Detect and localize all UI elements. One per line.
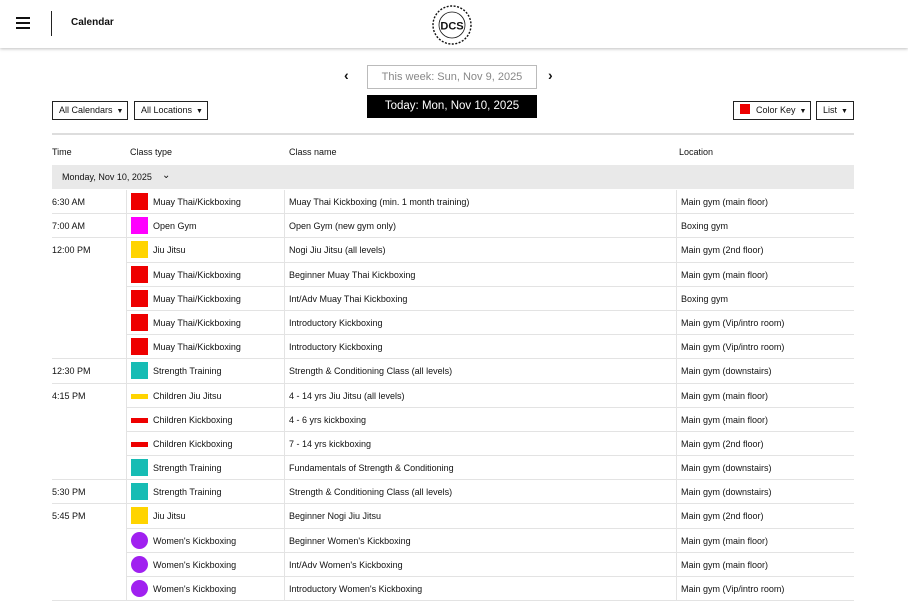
- day-label: Monday, Nov 10, 2025: [62, 172, 152, 182]
- class-type-color-icon: [131, 442, 148, 447]
- location-label: Main gym (downstairs): [681, 366, 772, 377]
- table-row[interactable]: [52, 456, 854, 480]
- location-label: Main gym (main floor): [681, 269, 769, 280]
- table-row[interactable]: [52, 311, 854, 335]
- location-cell: [677, 553, 854, 577]
- location-label: Boxing gym: [681, 293, 729, 304]
- calendars-dropdown[interactable]: [52, 101, 128, 120]
- location-label: Main gym (2nd floor): [681, 438, 764, 449]
- time-cell: [52, 408, 126, 432]
- day-group-header[interactable]: [52, 165, 854, 189]
- column-header-time: Time: [52, 147, 72, 157]
- class-type-color-icon: [131, 338, 148, 355]
- class-type-label: Strength Training: [153, 463, 222, 474]
- class-name-label: 4 - 14 yrs Jiu Jitsu (all levels): [289, 390, 405, 401]
- class-name-cell[interactable]: [285, 287, 677, 311]
- dcs-logo[interactable]: [431, 4, 473, 46]
- calendars-dropdown-label: All Calendars: [59, 105, 113, 115]
- location-cell: [677, 504, 854, 528]
- today-button[interactable]: Today: Mon, Nov 10, 2025: [367, 95, 537, 118]
- class-type-cell: [126, 553, 285, 577]
- table-row[interactable]: [52, 287, 854, 311]
- class-name-label: Strength & Conditioning Class (all levels): [289, 366, 453, 377]
- location-cell: [677, 408, 854, 432]
- class-type-label: Muay Thai/Kickboxing: [153, 197, 241, 207]
- chevron-down-icon[interactable]: ⌄: [162, 170, 171, 181]
- location-cell: [677, 287, 854, 311]
- table-row[interactable]: [52, 384, 854, 408]
- class-type-cell: [126, 504, 285, 528]
- color-swatch-icon: [740, 104, 750, 114]
- table-row[interactable]: [52, 335, 854, 359]
- class-type-color-icon: [131, 241, 148, 258]
- column-header-location: Location: [679, 147, 714, 157]
- class-name-cell[interactable]: [285, 263, 677, 287]
- chevron-left-icon: ‹: [344, 67, 349, 83]
- time-cell: [52, 577, 126, 601]
- locations-dropdown[interactable]: [134, 101, 208, 120]
- time-cell: [52, 456, 126, 480]
- class-type-label: Strength Training: [153, 487, 222, 498]
- class-name-cell[interactable]: [285, 577, 677, 601]
- location-cell: [677, 263, 854, 287]
- class-type-cell: [126, 529, 285, 553]
- location-label: Main gym (downstairs): [681, 487, 772, 498]
- class-name-label: 7 - 14 yrs kickboxing: [289, 438, 372, 449]
- class-name-label: Int/Adv Muay Thai Kickboxing: [289, 293, 408, 304]
- table-row[interactable]: [52, 359, 854, 383]
- time-label: 12:30 PM: [52, 366, 91, 377]
- class-type-cell: [126, 238, 285, 262]
- location-label: Main gym (main floor): [681, 414, 769, 425]
- time-label: 5:30 PM: [52, 487, 86, 498]
- class-name-cell[interactable]: [285, 384, 677, 408]
- class-type-label: Strength Training: [153, 366, 222, 377]
- class-type-label: Women's Kickboxing: [153, 535, 237, 546]
- class-name-label: 4 - 6 yrs kickboxing: [289, 414, 367, 425]
- class-name-cell[interactable]: [285, 553, 677, 577]
- class-name-cell[interactable]: [285, 214, 677, 238]
- class-type-label: Children Kickboxing: [153, 438, 233, 449]
- menu-icon[interactable]: [16, 17, 30, 29]
- time-cell: [52, 335, 126, 359]
- class-type-label: Open Gym: [153, 221, 197, 232]
- column-header-class-type: Class type: [130, 147, 173, 157]
- class-type-color-icon: [131, 314, 148, 331]
- class-name-cell[interactable]: [285, 456, 677, 480]
- location-cell: [677, 529, 854, 553]
- class-name-label: Open Gym (new gym only): [289, 221, 397, 232]
- class-name-label: Strength & Conditioning Class (all levels): [289, 487, 453, 498]
- time-cell: [52, 311, 126, 335]
- caret-down-icon: ▼: [196, 108, 203, 115]
- location-label: Main gym (2nd floor): [681, 245, 764, 256]
- class-name-cell[interactable]: [285, 408, 677, 432]
- table-row[interactable]: [52, 553, 854, 577]
- class-type-color-icon: [131, 580, 148, 597]
- caret-down-icon: ▼: [841, 108, 848, 115]
- class-name-label: Beginner Nogi Jiu Jitsu: [289, 511, 382, 522]
- view-dropdown[interactable]: [816, 101, 854, 120]
- location-label: Main gym (2nd floor): [681, 511, 764, 522]
- class-type-cell: [126, 456, 285, 480]
- class-name-label: Int/Adv Women's Kickboxing: [289, 559, 403, 570]
- class-type-cell: [126, 408, 285, 432]
- class-type-cell: [126, 577, 285, 601]
- time-label: 4:15 PM: [52, 390, 86, 401]
- class-name-cell[interactable]: [285, 504, 677, 528]
- class-type-label: Muay Thai/Kickboxing: [153, 269, 241, 280]
- locations-dropdown-label: All Locations: [141, 105, 193, 115]
- caret-down-icon: ▼: [799, 108, 807, 115]
- table-row[interactable]: [52, 408, 854, 432]
- class-type-color-icon: [131, 290, 148, 307]
- location-cell: [677, 190, 854, 214]
- table-row[interactable]: [52, 238, 854, 262]
- time-cell: [52, 432, 126, 456]
- location-cell: [677, 238, 854, 262]
- class-type-cell: [126, 359, 285, 383]
- class-name-label: Nogi Jiu Jitsu (all levels): [289, 245, 386, 256]
- class-type-label: Jiu Jitsu: [153, 245, 186, 256]
- class-name-cell[interactable]: [285, 480, 677, 504]
- table-row[interactable]: [52, 432, 854, 456]
- class-type-label: Children Kickboxing: [153, 414, 233, 425]
- class-name-cell[interactable]: [285, 190, 677, 214]
- class-type-label: Jiu Jitsu: [153, 511, 186, 522]
- class-name-label: Beginner Muay Thai Kickboxing: [289, 269, 416, 280]
- location-cell: [677, 335, 854, 359]
- color-key-dropdown[interactable]: [733, 101, 811, 120]
- time-label: 12:00 PM: [52, 245, 91, 256]
- table-header: [52, 147, 854, 159]
- class-name-cell[interactable]: [285, 432, 677, 456]
- table-row[interactable]: [52, 577, 854, 601]
- location-label: Main gym (Vip/intro room): [681, 584, 785, 594]
- header-divider: [51, 11, 52, 36]
- class-type-color-icon: [131, 394, 148, 399]
- view-dropdown-label: List: [823, 105, 838, 115]
- column-header-class-name: Class name: [289, 147, 337, 157]
- time-cell: [52, 287, 126, 311]
- time-label: 7:00 AM: [52, 221, 86, 232]
- class-name-label: Beginner Women's Kickboxing: [289, 535, 411, 546]
- class-type-cell: [126, 263, 285, 287]
- table-row[interactable]: [52, 190, 854, 214]
- class-type-label: Women's Kickboxing: [153, 559, 237, 570]
- week-label[interactable]: This week: Sun, Nov 9, 2025: [367, 65, 537, 89]
- class-type-color-icon: [131, 266, 148, 283]
- class-type-color-icon: [131, 459, 148, 476]
- class-name-label: Introductory Women's Kickboxing: [289, 584, 423, 594]
- class-name-cell[interactable]: [285, 335, 677, 359]
- location-label: Main gym (Vip/intro room): [681, 317, 785, 328]
- location-cell: [677, 311, 854, 335]
- time-label: 5:45 PM: [52, 511, 86, 522]
- caret-down-icon: ▼: [116, 108, 124, 115]
- color-key-label: Color Key: [756, 105, 796, 115]
- class-type-color-icon: [131, 418, 148, 423]
- location-cell: [677, 432, 854, 456]
- previous-week-button[interactable]: [344, 67, 349, 83]
- class-type-cell: [126, 432, 285, 456]
- next-week-button[interactable]: [548, 67, 553, 83]
- location-label: Main gym (main floor): [681, 535, 769, 546]
- logo-text: DCS: [440, 20, 464, 33]
- location-cell: [677, 577, 854, 601]
- location-label: Main gym (main floor): [681, 197, 769, 207]
- time-label: 6:30 AM: [52, 197, 86, 207]
- class-type-cell: [126, 335, 285, 359]
- class-type-color-icon: [131, 217, 148, 234]
- location-cell: [677, 456, 854, 480]
- time-cell: [52, 553, 126, 577]
- class-name-cell[interactable]: [285, 238, 677, 262]
- class-name-label: Muay Thai Kickboxing (min. 1 month training): [289, 197, 470, 207]
- class-type-label: Children Jiu Jitsu: [153, 390, 222, 401]
- class-type-cell: [126, 480, 285, 504]
- class-type-label: Muay Thai/Kickboxing: [153, 293, 241, 304]
- class-type-color-icon: [131, 532, 148, 549]
- class-type-color-icon: [131, 556, 148, 573]
- class-name-label: Introductory Kickboxing: [289, 342, 383, 353]
- location-cell: [677, 214, 854, 238]
- table-row[interactable]: [52, 504, 854, 528]
- chevron-right-icon: ›: [548, 67, 553, 83]
- location-cell: [677, 480, 854, 504]
- class-type-label: Women's Kickboxing: [153, 584, 237, 594]
- class-type-cell: [126, 287, 285, 311]
- table-row[interactable]: [52, 480, 854, 504]
- schedule-list: [52, 190, 854, 601]
- location-label: Main gym (main floor): [681, 390, 769, 401]
- class-name-cell[interactable]: [285, 529, 677, 553]
- table-row[interactable]: [52, 529, 854, 553]
- location-cell: [677, 384, 854, 408]
- class-name-cell[interactable]: [285, 311, 677, 335]
- time-cell: [52, 529, 126, 553]
- class-name-label: Fundamentals of Strength & Conditioning: [289, 463, 454, 474]
- class-type-label: Muay Thai/Kickboxing: [153, 342, 241, 353]
- location-label: Boxing gym: [681, 221, 729, 232]
- class-name-label: Introductory Kickboxing: [289, 317, 383, 328]
- class-type-cell: [126, 214, 285, 238]
- class-type-label: Muay Thai/Kickboxing: [153, 317, 241, 328]
- location-label: Main gym (Vip/intro room): [681, 342, 785, 353]
- class-name-cell[interactable]: [285, 359, 677, 383]
- table-row[interactable]: [52, 263, 854, 287]
- class-type-cell: [126, 190, 285, 214]
- class-type-color-icon: [131, 362, 148, 379]
- time-cell: [52, 263, 126, 287]
- class-type-cell: [126, 384, 285, 408]
- class-type-color-icon: [131, 483, 148, 500]
- divider: [52, 133, 854, 135]
- location-cell: [677, 359, 854, 383]
- class-type-cell: [126, 311, 285, 335]
- location-label: Main gym (downstairs): [681, 463, 772, 474]
- class-type-color-icon: [131, 193, 148, 210]
- class-type-color-icon: [131, 507, 148, 524]
- location-label: Main gym (main floor): [681, 559, 769, 570]
- page-title: Calendar: [71, 17, 114, 28]
- table-row[interactable]: [52, 214, 854, 238]
- top-bar: [0, 0, 908, 48]
